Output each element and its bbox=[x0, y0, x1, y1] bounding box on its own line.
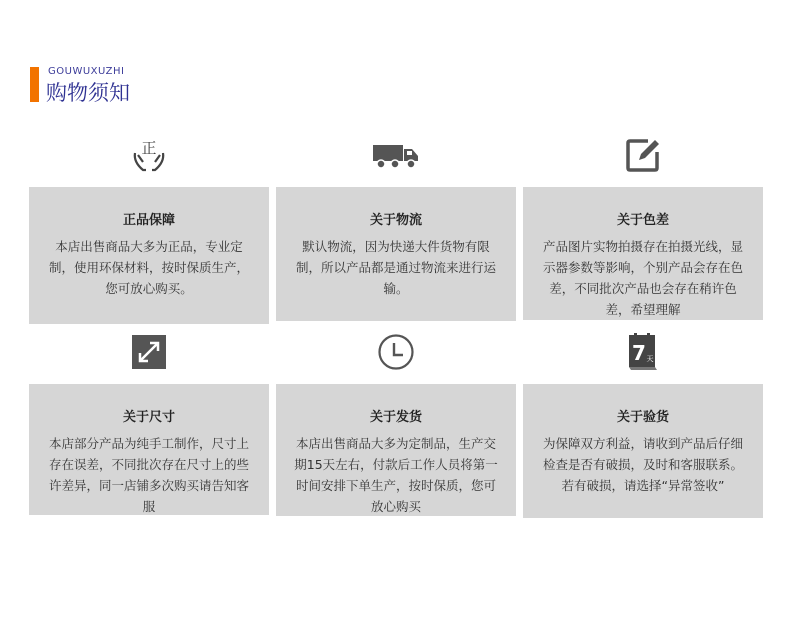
calendar-day-label: 天 bbox=[646, 355, 654, 363]
accent-bar bbox=[30, 67, 39, 102]
resize-arrow-icon bbox=[29, 332, 269, 372]
calendar-number: 7 bbox=[632, 341, 646, 365]
card-body bbox=[29, 187, 269, 324]
card-text: 本店部分产品为纯手工制作，尺寸上存在误差，不同批次存在尺寸上的些许差异，同一店铺多次购买请告知客服 bbox=[48, 436, 249, 514]
truck-icon bbox=[276, 135, 516, 175]
card-title: 关于发货 bbox=[369, 410, 422, 425]
card-title: 关于验货 bbox=[616, 410, 669, 425]
card-body bbox=[523, 187, 763, 320]
seven-day-calendar-icon bbox=[523, 332, 763, 372]
card-text: 为保障双方利益，请收到产品后仔细检查是否有破损，及时和客服联系。若有破损，请选择“异常签收” bbox=[542, 436, 743, 493]
card-body bbox=[276, 187, 516, 321]
card-text: 默认物流，因为快递大件货物有限制，所以产品都是通过物流来进行运输。 bbox=[295, 239, 496, 296]
clock-icon bbox=[276, 332, 516, 372]
card-title: 关于物流 bbox=[369, 213, 422, 228]
section-title: 购物须知 bbox=[46, 81, 130, 105]
genuine-hands-icon bbox=[29, 135, 269, 175]
genuine-icon-glyph: 正 bbox=[141, 139, 157, 157]
card-body bbox=[276, 384, 516, 516]
card-text: 本店出售商品大多为定制品，生产交期15天左右，付款后工作人员将第一时间安排下单生产，按时保质，您可放心购买 bbox=[294, 436, 498, 514]
section-subtitle: GOUWUXUZHI bbox=[48, 66, 125, 77]
edit-icon bbox=[523, 135, 763, 175]
card-title: 正品保障 bbox=[122, 213, 175, 228]
card-title: 关于色差 bbox=[616, 213, 669, 228]
card-title: 关于尺寸 bbox=[122, 410, 175, 425]
card-body bbox=[29, 384, 269, 515]
card-text: 产品图片实物拍摄存在拍摄光线，显示器参数等影响，个别产品会存在色差，不同批次产品也会存在稍许色差，希望理解 bbox=[542, 239, 743, 317]
card-text: 本店出售商品大多为正品，专业定制，使用环保材料，按时保质生产，您可放心购买。 bbox=[48, 239, 249, 296]
card-body bbox=[523, 384, 763, 518]
